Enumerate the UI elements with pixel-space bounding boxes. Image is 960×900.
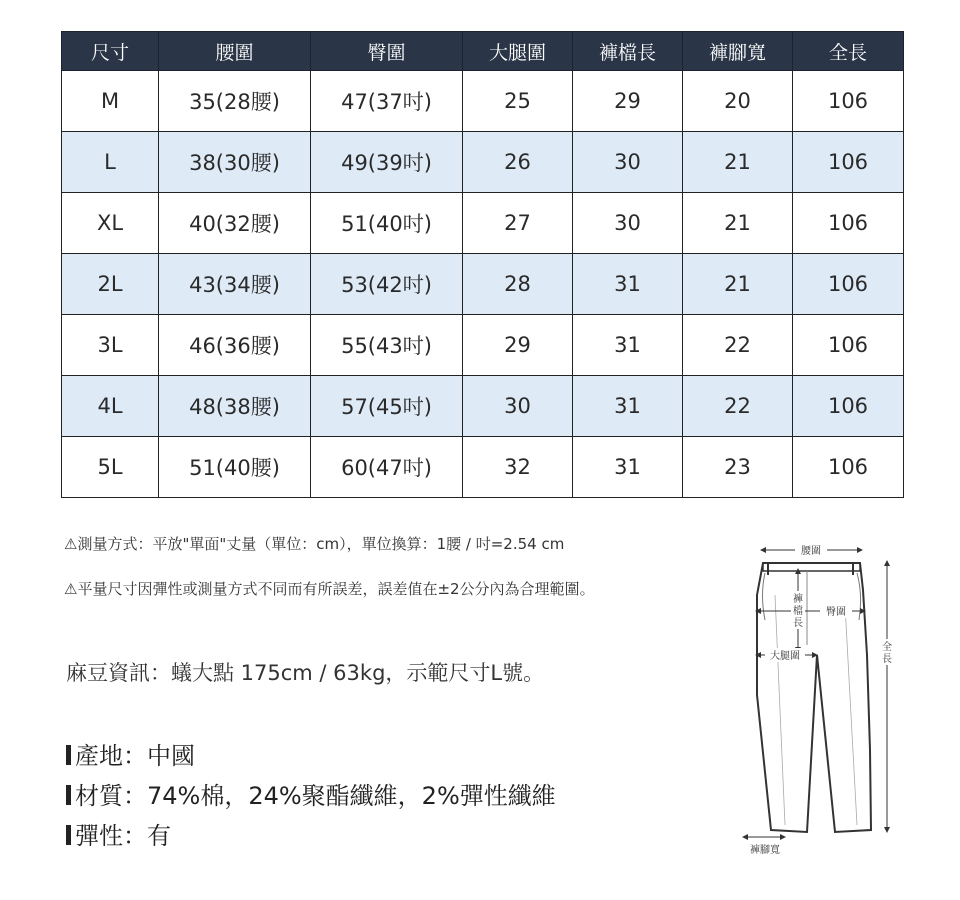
hip-label: 臀圍 bbox=[826, 607, 846, 618]
thigh-label: 大腿圍 bbox=[770, 651, 800, 662]
table-cell: 30 bbox=[463, 376, 573, 437]
header-size: 尺寸 bbox=[62, 32, 159, 71]
bullet-bar bbox=[66, 785, 71, 805]
table-cell: 31 bbox=[573, 254, 683, 315]
table-cell: 60(47吋) bbox=[311, 437, 463, 498]
table-cell: 28 bbox=[463, 254, 573, 315]
table-cell: 106 bbox=[793, 71, 904, 132]
table-cell: 32 bbox=[463, 437, 573, 498]
table-cell: 21 bbox=[683, 132, 793, 193]
table-cell: 31 bbox=[573, 315, 683, 376]
table-cell: 21 bbox=[683, 254, 793, 315]
pants-outline bbox=[757, 563, 871, 832]
table-cell: 106 bbox=[793, 132, 904, 193]
table-cell: 22 bbox=[683, 315, 793, 376]
spec-origin bbox=[66, 736, 195, 771]
table-cell: 26 bbox=[463, 132, 573, 193]
table-cell: 29 bbox=[573, 71, 683, 132]
spec-origin-text: 產地：中國 bbox=[75, 742, 195, 770]
table-cell: 106 bbox=[793, 254, 904, 315]
table-cell: 4L bbox=[62, 376, 159, 437]
table-cell: 51(40腰) bbox=[159, 437, 311, 498]
table-cell: 55(43吋) bbox=[311, 315, 463, 376]
table-cell: 2L bbox=[62, 254, 159, 315]
table-cell: 20 bbox=[683, 71, 793, 132]
table-cell: 46(36腰) bbox=[159, 315, 311, 376]
table-cell: 35(28腰) bbox=[159, 71, 311, 132]
table-cell: 30 bbox=[573, 132, 683, 193]
table-cell: 23 bbox=[683, 437, 793, 498]
table-row bbox=[62, 315, 904, 376]
hem-label: 褲腳寬 bbox=[750, 845, 780, 856]
table-cell: 43(34腰) bbox=[159, 254, 311, 315]
table-row bbox=[62, 437, 904, 498]
table-cell: 3L bbox=[62, 315, 159, 376]
spec-elasticity-text: 彈性：有 bbox=[75, 822, 171, 850]
table-cell: 22 bbox=[683, 376, 793, 437]
header-hip: 臀圍 bbox=[311, 32, 463, 71]
table-cell: 30 bbox=[573, 193, 683, 254]
header-waist: 腰圍 bbox=[159, 32, 311, 71]
table-cell: 40(32腰) bbox=[159, 193, 311, 254]
table-cell: 48(38腰) bbox=[159, 376, 311, 437]
header-hem: 褲腳寬 bbox=[683, 32, 793, 71]
table-cell: 47(37吋) bbox=[311, 71, 463, 132]
table-row bbox=[62, 254, 904, 315]
length-label-2: 長 bbox=[882, 654, 892, 665]
bullet-bar bbox=[66, 745, 71, 765]
header-length: 全長 bbox=[793, 32, 904, 71]
table-cell: 21 bbox=[683, 193, 793, 254]
rise-label-3: 長 bbox=[793, 618, 803, 629]
table-row bbox=[62, 71, 904, 132]
model-info: 麻豆資訊：蟻大點 175cm / 63kg，示範尺寸L號。 bbox=[66, 661, 545, 685]
size-table bbox=[61, 31, 904, 498]
rise-label-2: 檔 bbox=[793, 606, 803, 617]
table-cell: M bbox=[62, 71, 159, 132]
table-cell: 106 bbox=[793, 193, 904, 254]
table-cell: 51(40吋) bbox=[311, 193, 463, 254]
table-cell: 57(45吋) bbox=[311, 376, 463, 437]
rise-label-1: 褲 bbox=[793, 594, 803, 605]
spec-elasticity bbox=[66, 816, 171, 851]
table-cell: L bbox=[62, 132, 159, 193]
spec-material-text: 材質：74%棉，24%聚酯纖維，2%彈性纖維 bbox=[75, 782, 556, 810]
error-note: ⚠平量尺寸因彈性或測量方式不同而有所誤差，誤差值在±2公分內為合理範圍。 bbox=[64, 580, 595, 598]
table-cell: 106 bbox=[793, 315, 904, 376]
measurement-note: ⚠測量方式：平放"單面"丈量（單位：cm），單位換算：1腰 / 吋=2.54 cm bbox=[64, 535, 565, 553]
table-cell: 5L bbox=[62, 437, 159, 498]
table-cell: 38(30腰) bbox=[159, 132, 311, 193]
table-row bbox=[62, 193, 904, 254]
header-rise: 褲檔長 bbox=[573, 32, 683, 71]
table-cell: 49(39吋) bbox=[311, 132, 463, 193]
bullet-bar bbox=[66, 825, 71, 845]
table-cell: 31 bbox=[573, 376, 683, 437]
table-cell: XL bbox=[62, 193, 159, 254]
length-label-1: 全 bbox=[882, 642, 892, 653]
table-cell: 27 bbox=[463, 193, 573, 254]
spec-material bbox=[66, 776, 556, 811]
table-cell: 106 bbox=[793, 376, 904, 437]
table-cell: 29 bbox=[463, 315, 573, 376]
table-row bbox=[62, 376, 904, 437]
header-thigh: 大腿圍 bbox=[463, 32, 573, 71]
table-cell: 25 bbox=[463, 71, 573, 132]
table-cell: 31 bbox=[573, 437, 683, 498]
waist-label: 腰圍 bbox=[801, 546, 821, 557]
table-row bbox=[62, 132, 904, 193]
pants-measurement-diagram bbox=[735, 535, 905, 865]
table-cell: 53(42吋) bbox=[311, 254, 463, 315]
table-header-row bbox=[62, 32, 904, 71]
table-cell: 106 bbox=[793, 437, 904, 498]
